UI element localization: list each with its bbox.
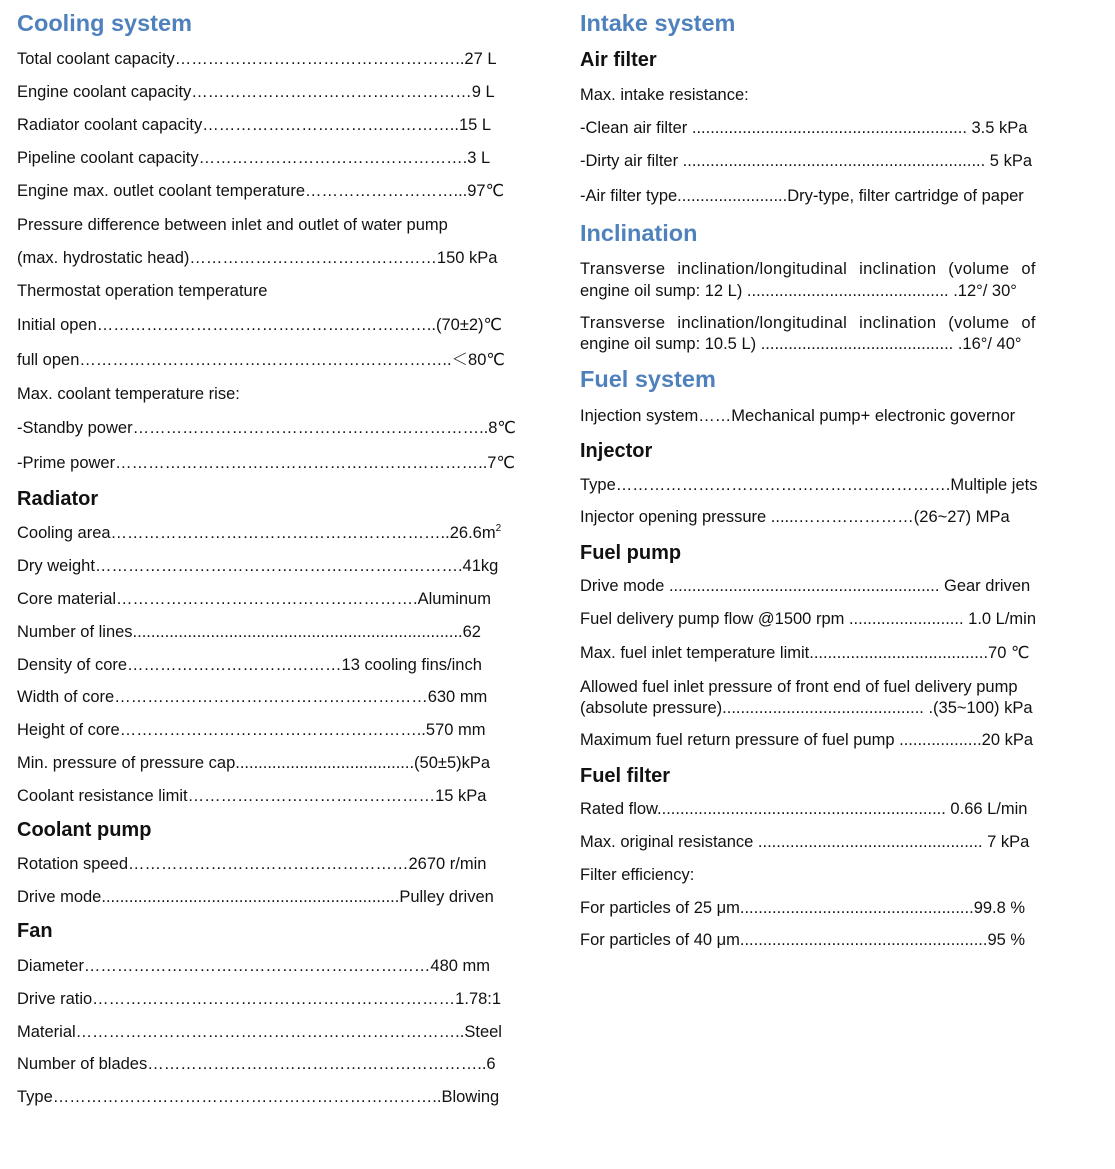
- cooling-system-heading: Cooling system: [17, 10, 192, 36]
- drive-ratio-line: Drive ratio…………………………………………………………1.78:1: [17, 990, 502, 1008]
- filter-efficiency-line: Filter efficiency:: [580, 866, 695, 884]
- allowed-inlet-pressure-line-2: (absolute pressure)............................................ .(35~100) kPa: [580, 699, 1033, 717]
- height-of-core-line: Height of core………………………………………………..570 mm: [17, 721, 486, 739]
- injection-system-line: Injection system……Mechanical pump+ electronic governor: [580, 407, 1016, 425]
- core-material-line: Core material……………………………………………….Aluminum: [17, 590, 491, 608]
- radiator-heading: Radiator: [17, 488, 99, 510]
- clean-air-filter-line: -Clean air filter ............................................................ 3.5 kPa: [580, 119, 1028, 137]
- pump-drive-mode-line: Drive mode.................................................................Pulley driven: [17, 888, 494, 906]
- intake-system-heading: Intake system: [580, 10, 736, 36]
- prime-power-line: -Prime power…………………………………………………………..7℃: [17, 454, 515, 472]
- inclination-10-5l-line-2: engine oil sump: 10.5 L) .......................................... .16°/ 40°: [580, 335, 1022, 353]
- original-resistance-line: Max. original resistance ................................................. 7 kPa: [580, 833, 1030, 851]
- radiator-coolant-capacity-line: Radiator coolant capacity………………………………………..15 L: [17, 116, 492, 134]
- fuel-filter-heading: Fuel filter: [580, 765, 671, 787]
- fuel-inlet-temperature-line: Max. fuel inlet temperature limit.......................................70 ℃: [580, 644, 1030, 662]
- pressure-difference-line: Pressure difference between inlet and outlet of water pump: [17, 216, 448, 234]
- fuel-delivery-flow-line: Fuel delivery pump flow @1500 rpm ......................... 1.0 L/min: [580, 610, 1037, 628]
- total-coolant-capacity-line: Total coolant capacity……………………………………………..27 L: [17, 50, 497, 68]
- number-of-lines-line: Number of lines........................................................................62: [17, 623, 481, 641]
- inclination-heading: Inclination: [580, 220, 698, 246]
- cooling-area-superscript: 2: [495, 522, 502, 534]
- cooling-area-text: Cooling area……………………………………………………..26.6m: [17, 524, 496, 542]
- engine-coolant-capacity-line: Engine coolant capacity……………………………………………9 L: [17, 83, 495, 101]
- cooling-area-line: [17, 523, 501, 543]
- width-of-core-line: Width of core…………………………………………………630 mm: [17, 688, 488, 706]
- diameter-line: Diameter………………………………………………………480 mm: [17, 957, 491, 975]
- fan-type-line: Type……………………………………………………………..Blowing: [17, 1088, 500, 1106]
- coolant-resistance-line: Coolant resistance limit………………………………………15 kPa: [17, 787, 487, 805]
- rated-flow-line: Rated flow............................................................... 0.66 L/min: [580, 800, 1028, 818]
- fan-material-line: Material……………………………………………………………..Steel: [17, 1023, 502, 1041]
- fuel-pump-heading: Fuel pump: [580, 542, 682, 564]
- injector-heading: Injector: [580, 440, 653, 462]
- inclination-12l-line-1: Transverse inclination/longitudinal inclination (volume of: [580, 260, 1036, 278]
- fuel-pump-drive-mode-line: Drive mode ........................................................... Gear driven: [580, 577, 1031, 595]
- air-filter-type-line: -Air filter type........................Dry-type, filter cartridge of paper: [580, 187, 1024, 205]
- coolant-pump-heading: Coolant pump: [17, 819, 152, 841]
- max-intake-resistance-line: Max. intake resistance:: [580, 86, 749, 104]
- fuel-return-pressure-line: Maximum fuel return pressure of fuel pump ..................20 kPa: [580, 731, 1034, 749]
- thermostat-temperature-line: Thermostat operation temperature: [17, 282, 268, 300]
- pressure-cap-line: Min. pressure of pressure cap.......................................(50±5)kPa: [17, 754, 491, 772]
- standby-power-line: -Standby power………………………………………………………..8℃: [17, 419, 516, 437]
- hydrostatic-head-line: (max. hydrostatic head)………………………………………150 kPa: [17, 249, 498, 267]
- inclination-12l-line-2: engine oil sump: 12 L) ............................................ .12°/ 30°: [580, 282, 1017, 300]
- fan-heading: Fan: [17, 920, 53, 942]
- injector-type-line: Type…………………………………………………….Multiple jets: [580, 476, 1038, 494]
- temperature-rise-line: Max. coolant temperature rise:: [17, 385, 240, 403]
- dirty-air-filter-line: -Dirty air filter .................................................................. 5 kPa: [580, 152, 1033, 170]
- dry-weight-line: Dry weight………………………………………………………….41kg: [17, 557, 499, 575]
- initial-open-line: Initial open……………………………………………………..(70±2)℃: [17, 316, 503, 334]
- allowed-inlet-pressure-line-1: Allowed fuel inlet pressure of front end of fuel delivery pump: [580, 678, 1018, 696]
- particles-40-line: For particles of 40 μm......................................................95 %: [580, 931, 1026, 949]
- density-of-core-line: Density of core…………………………………13 cooling fins/inch: [17, 656, 482, 674]
- full-open-line: full open…………………………………………………………..＜80℃: [17, 351, 505, 369]
- air-filter-heading: Air filter: [580, 49, 657, 71]
- particles-25-line: For particles of 25 μm...................................................99.8 %: [580, 899, 1026, 917]
- injector-opening-pressure-line: Injector opening pressure ......…………………(26~27) MPa: [580, 508, 1010, 526]
- inclination-10-5l-line-1: Transverse inclination/longitudinal inclination (volume of: [580, 314, 1036, 332]
- fuel-system-heading: Fuel system: [580, 366, 716, 392]
- rotation-speed-line: Rotation speed……………………………………………2670 r/min: [17, 855, 487, 873]
- outlet-temperature-line: Engine max. outlet coolant temperature………………………...97℃: [17, 182, 505, 200]
- number-of-blades-line: Number of blades……………………………………………………..6: [17, 1055, 496, 1073]
- pipeline-coolant-capacity-line: Pipeline coolant capacity………………………………………….3 L: [17, 149, 491, 167]
